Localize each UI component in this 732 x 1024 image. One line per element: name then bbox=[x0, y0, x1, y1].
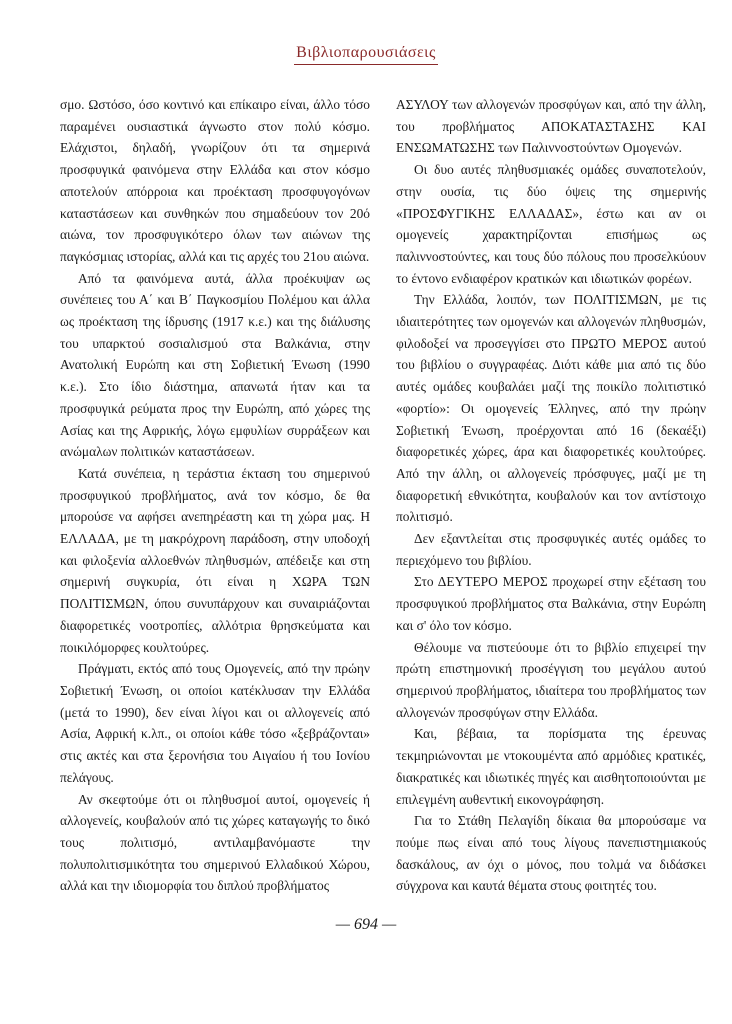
paragraph: Πράγματι, εκτός από τους Ομογενείς, από την πρώην Σοβιετική Ένωση, οι οποίοι κατέκλυσαν την Ελλάδα (μετά το 1990), δεν είναι λίγοι και οι αλλογενείς από Ασία, Αφρική κ.λπ., οι οποίοι κάθε τόσο «ξεβράζονται» στις ακτές και στα ξερονήσια του Αιγαίου ή του Ιονίου πελάγους. bbox=[60, 661, 370, 785]
paragraph: Την Ελλάδα, λοιπόν, των ΠΟΛΙΤΙΣΜΩΝ, με τις ιδιαιτερότητες των ομογενών και αλλογενών πληθυσμών, φιλοδοξεί να προσεγγίσει στο ΠΡΩΤΟ ΜΕΡΟΣ αυτού του βιβλίου ο συγγραφέας. Διότι κάθε μια από τις δύο αυτές ομάδες κουβαλάει μαζί της ποικίλο πολιτιστικό «φορτίο»: Οι ομογενείς Έλληνες, από την πρώην Σοβιετική Ένωση, προέρχονται από 16 (δεκαέξι) διαφορετικές χώρες, άρα και διαφορετικές κουλτούρες. Από την άλλη, οι αλλογενείς πρόσφυγες, μαζί με τη διαφορετική εθνικότητα, κουβαλούν και τον αντίστοιχο πολιτισμό. bbox=[396, 292, 706, 525]
paragraph: Αν σκεφτούμε ότι οι πληθυσμοί αυτοί, ομογενείς ή αλλογενείς, κουβαλούν από τις χώρες καταγωγής το δικό τους πολιτισμό, αντιλαμβανόμαστε την πολυπολιτισμικότητα του σημερινού Ελλαδικού Χώρου, αλλά και την ιδιομορφία του διπλού προβλήματος bbox=[60, 791, 370, 894]
section-title: Βιβλιοπαρουσιάσεις bbox=[294, 44, 438, 65]
paragraph: Και, βέβαια, τα πορίσματα της έρευνας τεκμηριώνονται με ντοκουμέντα από αρμόδιες κρατικές, διακρατικές και ιδιωτικές πηγές και αισθητοποιούνται με επιλεγμένη αυθεντική εικονογράφηση. bbox=[396, 726, 706, 807]
paragraph: Για το Στάθη Πελαγίδη δίκαια θα μπορούσαμε να πούμε πως είναι από τους λίγους πανεπιστημιακούς δασκάλους, αν όχι ο μόνος, που τολμά να διδάσκει σύγχρονα και καυτά θέματα στους φοιτητές του. bbox=[396, 813, 706, 894]
paragraph: σμο. Ωστόσο, όσο κοντινό και επίκαιρο είναι, άλλο τόσο παραμένει ουσιαστικά άγνωστο στον πολύ κόσμο. Ελάχιστοι, δηλαδή, γνωρίζουν ότι τα σημερινά προσφυγικά φαινόμενα στην Ελλάδα και στον κόσμο αποτελούν απόρροια και προέκταση προσφυγογόνων καταστάσεων και συνθηκών που σημαδεύουν τον 20ό αιώνα, τον προσφυγικότερο όλων των αιώνων της παγκόσμιας ιστορίας, αλλά και τις αρχές του 21ου αιώνα. bbox=[60, 97, 370, 264]
left-column bbox=[60, 94, 370, 897]
body-text bbox=[60, 94, 706, 894]
paragraph: Από τα φαινόμενα αυτά, άλλα προέκυψαν ως συνέπειες του Α΄ και Β΄ Παγκοσμίου Πολέμου και άλλα ως προέκταση της ίδρυσης (1917 κ.ε.) και της διάλυσης του υπαρκτού σοσιαλισμού στα Βαλκάνια, στην Ανατολική Ευρώπη και στη Σοβιετική Ένωση (1990 κ.ε.). Στο ίδιο διάστημα, απανωτά ήταν και τα προσφυγικά ρεύματα προς την Ευρώπη, από χώρες της Ασίας και της Αφρικής, λόγω εμφυλίων συρράξεων και ανώμαλων πολιτικών καταστάσεων. bbox=[60, 270, 370, 460]
paragraph: Στο ΔΕΥΤΕΡΟ ΜΕΡΟΣ προχωρεί στην εξέταση του προσφυγικού προβλήματος στα Βαλκάνια, στην Ευρώπη και σ' όλο τον κόσμο. bbox=[396, 574, 706, 633]
paragraph: ΑΣΥΛΟΥ των αλλογενών προσφύγων και, από την άλλη, του προβλήματος ΑΠΟΚΑΤΑΣΤΑΣΗΣ ΚΑΙ ΕΝΣΩΜΑΤΩΣΗΣ των Παλιννοστούντων Ομογενών. bbox=[396, 97, 706, 156]
paragraph: Θέλουμε να πιστεύουμε ότι το βιβλίο επιχειρεί την πρώτη επιστημονική προσέγγιση του μεγάλου αυτού σημερινού προβλήματος, ιδιαίτερα του προβλήματος των αλλογενών προσφύγων στην Ελλάδα. bbox=[396, 639, 706, 720]
paragraph: Δεν εξαντλείται στις προσφυγικές αυτές ομάδες το περιεχόμενο του βιβλίου. bbox=[396, 531, 706, 568]
paragraph: Κατά συνέπεια, η τεράστια έκταση του σημερινού προσφυγικού προβλήματος, ανά τον κόσμο, δε θα μπορούσε να αφήσει ανεπηρέαστη και τη χώρα μας. Η ΕΛΛΑΔΑ, με τη μακρόχρονη παράδοση, στην υποδοχή και φιλοξενία αλλοεθνών πληθυσμών, απέδειξε και στη σημερινή συγκυρία, ότι είναι η ΧΩΡΑ ΤΩΝ ΠΟΛΙΤΙΣΜΩΝ, όπου συνυπάρχουν και συναιριάζονται διαφορετικές νοοτροπίες, αλλότρια θρησκεύματα και ποικιλόμορφες κουλτούρες. bbox=[60, 465, 370, 655]
right-column bbox=[396, 94, 706, 897]
page-number: — 694 — bbox=[335, 916, 397, 933]
paragraph: Οι δυο αυτές πληθυσμιακές ομάδες συναποτελούν, στην ουσία, τις δύο όψεις της σημερινής «ΠΡΟΣΦΥΓΙΚΗΣ ΕΛΛΑΔΑΣ», έστω και αν οι ομογενείς χαρακτηρίζονται επισήμως ως παλιννοστούντες, και τους δύο πόλους που προσελκύουν το έντονο ενδιαφέρον κρατικών και ιδιωτικών φορέων. bbox=[396, 162, 706, 286]
running-header bbox=[0, 44, 732, 65]
